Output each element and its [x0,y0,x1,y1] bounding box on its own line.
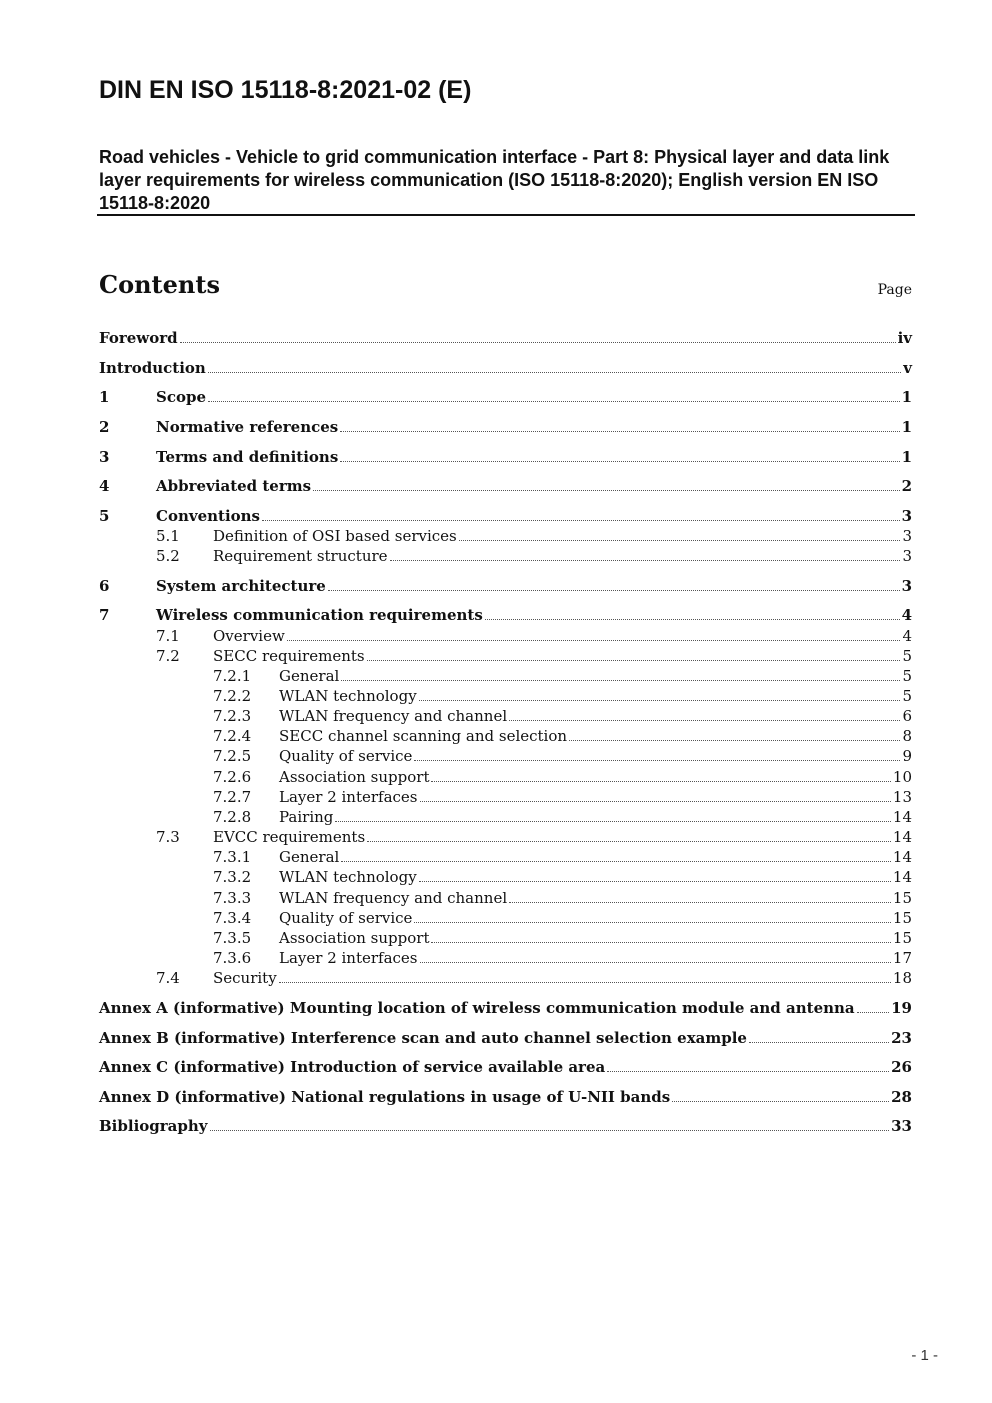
toc-entry-number: 5.2 [156,547,180,565]
header-rule [97,214,915,216]
toc-entry[interactable] [99,546,912,566]
toc-dot-leader [414,922,890,923]
toc-entry-title: Association support [279,929,430,947]
toc-entry-title: Requirement structure [213,547,388,565]
toc-entry[interactable] [99,417,912,437]
toc-entry-title: Scope [156,388,207,406]
toc-entry[interactable] [99,447,912,467]
toc-entry-title: Bibliography [99,1117,208,1135]
document-subtitle: Road vehicles - Vehicle to grid communication interface - Part 8: Physical layer and data link layer requirements for wireless communication (ISO 15118-8:2020); English version EN ISO 15118-8:2020 [99,147,890,213]
toc-dot-leader [420,801,891,802]
toc-entry-page: 19 [891,999,912,1017]
toc-entry-title: Conventions [156,507,260,525]
toc-entry-page: 18 [892,969,912,987]
toc-dot-leader [287,640,901,641]
toc-entry-page: 3 [902,547,912,565]
toc-dot-leader [414,760,900,761]
toc-entry-number: 7.2.5 [213,747,252,765]
toc-entry[interactable] [99,767,912,787]
toc-entry-title: Layer 2 interfaces [279,949,418,967]
toc-entry[interactable] [99,1087,912,1107]
toc-entry-title: Annex C (informative) Introduction of service available area [99,1058,606,1076]
toc-entry-title: WLAN technology [279,868,417,886]
toc-dot-leader [340,431,899,432]
toc-entry[interactable] [99,576,912,596]
toc-dot-leader [857,1012,889,1013]
toc-entry-title: Terms and definitions [156,448,339,466]
toc-entry-page: 9 [902,747,912,765]
toc-entry[interactable] [99,1057,912,1077]
toc-entry-title: Definition of OSI based services [213,527,457,545]
toc-entry-number: 7.2.6 [213,768,252,786]
toc-entry-title: Overview [213,627,285,645]
toc-entry-page: 17 [892,949,912,967]
toc-dot-leader [569,740,900,741]
toc-entry[interactable] [99,686,912,706]
toc-dot-leader [367,841,891,842]
toc-entry[interactable] [99,968,912,988]
toc-entry-page: 3 [901,507,912,525]
toc-entry-number: 7.3.5 [213,929,252,947]
footer-page-number: - 1 - [911,1347,938,1364]
toc-entry-number: 7.2.3 [213,707,252,725]
toc-entry[interactable] [99,847,912,867]
toc-entry-number: 7.2.8 [213,808,252,826]
toc-entry-title: Association support [279,768,430,786]
toc-entry-page: 5 [902,667,912,685]
toc-dot-leader [672,1101,889,1102]
toc-dot-leader [262,520,900,521]
toc-entry-page: 33 [891,1117,912,1135]
toc-entry-page: 15 [892,909,912,927]
toc-dot-leader [419,881,891,882]
toc-dot-leader [328,590,900,591]
toc-entry[interactable] [99,827,912,847]
toc-entry-number: 6 [99,577,110,595]
toc-entry[interactable] [99,626,912,646]
toc-entry-page: 28 [891,1088,912,1106]
toc-entry[interactable] [99,1028,912,1048]
toc-entry[interactable] [99,928,912,948]
toc-entry[interactable] [99,605,912,625]
toc-entry[interactable] [99,706,912,726]
toc-dot-leader [420,962,891,963]
toc-entry-page: 6 [902,707,912,725]
toc-entry-number: 5.1 [156,527,180,545]
toc-entry-number: 7.3 [156,828,180,846]
toc-entry-title: SECC requirements [213,647,365,665]
toc-dot-leader [279,982,891,983]
toc-entry-number: 7.3.4 [213,909,252,927]
toc-entry-number: 7.1 [156,627,180,645]
toc-dot-leader [509,720,900,721]
toc-entry-page: 4 [901,606,912,624]
toc-dot-leader [341,861,891,862]
toc-entry-title: General [279,667,340,685]
toc-entry-title: Normative references [156,418,339,436]
toc-dot-leader [367,660,901,661]
toc-entry-page: 14 [892,808,912,826]
toc-dot-leader [390,560,901,561]
toc-entry[interactable] [99,888,912,908]
toc-entry-page: 1 [901,448,912,466]
toc-entry[interactable] [99,476,912,496]
toc-dot-leader [431,781,890,782]
contents-heading: Contents [99,270,220,299]
toc-entry-page: 10 [892,768,912,786]
toc-entry-title: SECC channel scanning and selection [279,727,568,745]
toc-entry-title: Abbreviated terms [156,477,312,495]
toc-entry-title: Security [213,969,277,987]
toc-entry-page: 13 [892,788,912,806]
toc-entry-page: 8 [902,727,912,745]
document-id: DIN EN ISO 15118-8:2021-02 (E) [99,76,472,104]
toc-entry-page: v [903,359,912,377]
toc-entry-page: 14 [892,868,912,886]
toc-dot-leader [208,372,901,373]
toc-dot-leader [607,1071,889,1072]
toc-entry[interactable] [99,726,912,746]
toc-entry[interactable] [99,328,912,348]
toc-entry-title: Introduction [99,359,206,377]
toc-entry[interactable] [99,358,912,378]
toc-entry-title: Annex A (informative) Mounting location of wireless communication module and antenna [99,999,855,1017]
toc-dot-leader [431,942,890,943]
toc-entry-title: WLAN technology [279,687,417,705]
toc-entry-title: Foreword [99,329,178,347]
toc-entry-page: 15 [892,889,912,907]
toc-entry-page: 14 [892,848,912,866]
toc-entry-number: 7.3.1 [213,848,252,866]
toc-dot-leader [341,680,900,681]
toc-entry-number: 7.4 [156,969,180,987]
toc-entry-title: EVCC requirements [213,828,366,846]
toc-dot-leader [459,540,901,541]
toc-entry-title: WLAN frequency and channel [279,889,508,907]
toc-dot-leader [749,1042,889,1043]
toc-dot-leader [180,342,896,343]
toc-entry[interactable] [99,908,912,928]
toc-entry-title: Wireless communication requirements [156,606,483,624]
toc-entry[interactable] [99,646,912,666]
toc-entry-number: 2 [99,418,110,436]
toc-entry-title: Layer 2 interfaces [279,788,418,806]
toc-entry-page: iv [897,329,912,347]
toc-entry[interactable] [99,1116,912,1136]
toc-entry-title: General [279,848,340,866]
toc-entry-title: Annex B (informative) Interference scan and auto channel selection example [99,1029,747,1047]
toc-dot-leader [340,461,899,462]
toc-entry[interactable] [99,666,912,686]
toc-dot-leader [313,490,899,491]
toc-entry[interactable] [99,387,912,407]
toc-entry-number: 7.3.3 [213,889,252,907]
toc-entry-number: 7.3.6 [213,949,252,967]
toc-entry[interactable] [99,998,912,1018]
toc-entry-page: 1 [901,388,912,406]
toc-entry-page: 23 [891,1029,912,1047]
toc-entry-number: 7.3.2 [213,868,252,886]
toc-entry[interactable] [99,807,912,827]
toc-entry-page: 26 [891,1058,912,1076]
toc-entry-page: 4 [902,627,912,645]
toc-entry[interactable] [99,948,912,968]
toc-dot-leader [210,1130,890,1131]
toc-dot-leader [208,401,900,402]
toc-dot-leader [335,821,891,822]
toc-entry-number: 7.2.4 [213,727,252,745]
toc-entry-number: 7 [99,606,110,624]
toc-entry-title: Pairing [279,808,334,826]
toc-entry[interactable] [99,526,912,546]
toc-entry-page: 2 [901,477,912,495]
toc-entry-page: 14 [892,828,912,846]
toc-entry[interactable] [99,787,912,807]
toc-entry-number: 7.2.1 [213,667,252,685]
toc-entry-page: 15 [892,929,912,947]
toc-entry[interactable] [99,506,912,526]
toc-entry-title: System architecture [156,577,326,595]
toc-entry-title: WLAN frequency and channel [279,707,508,725]
toc-entry-page: 3 [902,527,912,545]
toc-entry-page: 5 [902,647,912,665]
toc-entry-number: 7.2 [156,647,180,665]
toc-entry-number: 7.2.7 [213,788,252,806]
toc-entry-page: 5 [902,687,912,705]
toc-entry-number: 7.2.2 [213,687,252,705]
toc-entry-title: Annex D (informative) National regulations in usage of U-NII bands [99,1088,671,1106]
toc-dot-leader [485,619,900,620]
toc-entry-page: 3 [901,577,912,595]
toc-entry-title: Quality of service [279,747,413,765]
toc-entry-page: 1 [901,418,912,436]
toc-entry-number: 4 [99,477,110,495]
toc-entry[interactable] [99,746,912,766]
toc-entry[interactable] [99,867,912,887]
page-column-label: Page [877,282,912,298]
toc-dot-leader [509,902,891,903]
toc-entry-number: 3 [99,448,110,466]
toc-entry-number: 5 [99,507,110,525]
toc-dot-leader [419,700,901,701]
toc-entry-title: Quality of service [279,909,413,927]
toc-entry-number: 1 [99,388,110,406]
